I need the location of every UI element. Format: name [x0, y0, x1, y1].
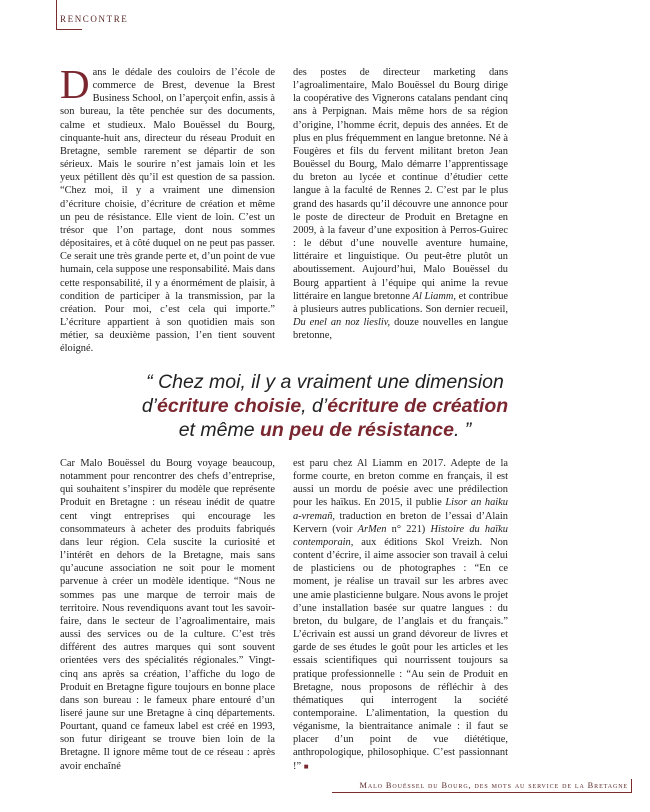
drop-cap: D [60, 61, 90, 107]
article-column-2 [293, 66, 508, 342]
column-4-italic-2: ArMen [357, 523, 387, 535]
pull-quote-text: et même [178, 419, 260, 441]
pull-quote [40, 370, 610, 442]
column-4-italic-1: Lisor an haiku a-vremañ, [293, 497, 508, 522]
column-2-text-c: douze nouvelles en langue bretonne, [293, 316, 508, 342]
column-2-text-a: des postes de directeur marketing dans l’agroalimentaire, Malo Bouëssel du Bourg dirige la coopérative des Vignerons catalans pendant cinq ans à Perpignan. Mais même hors de sa région d’origine, l’homme écrit, depuis des années. Et de plus en plus fréquemment en langue bretonne. Né à Fougères et fils du fervent militant breton Jean Bouëssel du Bourg, Malo démarre l’apprentissage du breton au lycée et continue d’étudier cette langue à la faculté de Rennes 2. C’est par le plus grand des hasards qu’il découvre une annonce pour le poste de directeur de Produit en Bretagne en 2009, à la faveur d’une exposition à Perros-Guirec : le début d’une nouvelle aventure humaine, littéraire et linguistique. Ou peut-être plutôt un aboutissement. Aujourd’hui, Malo Bouëssel du Bourg appartient à l’équipe qui anime la revue littéraire en langue bretonne [293, 67, 508, 302]
column-2-italic-2: Du enel an noz liesliv, [293, 316, 391, 328]
column-3-text: Car Malo Bouëssel du Bourg voyage beaucoup, notamment pour rencontrer des chefs d’entreprise, qui souhaitent s’inspirer du modèle que représente Produit en Bretagne : un réseau inédit de quatre cent vingt entreprises qui encourage les consommateurs à acheter des produits fabriqués dans leur région. Cela suscite la curiosité et l’intérêt en dehors de la Bretagne, mais sans qu’aucune association ne soit pour le moment parvenue à créer un modèle identique. “Nous ne sommes pas une marque de terroir mais de territoire. Nous revendiquons avant tout les savoir-faire, dans le secteur de l’agroalimentaire, mais aussi des services ou de la culture. C’est très différent des autres marques qui sont souvent orientées vers des spécialités régionales.” Vingt-cinq ans après sa création, l’affiche du logo de Produit en Bretagne figure toujours en bonne place dans son bureau : le fameux phare entouré d’un liseré jaune sur une Bretagne à cinq départements. Pourtant, quand ce fameux label est créé en 1993, son futur dirigeant se trouve bien loin de la Bretagne. Il ignore même tout de ce réseau : après avoir enchaîné [60, 458, 275, 772]
end-mark-icon: ■ [303, 761, 309, 771]
pull-quote-text: . ” [453, 419, 472, 441]
pull-quote-line-2 [40, 394, 610, 418]
column-1-text: ans le dédale des couloirs de l’école de commerce de Brest, devenue la Brest Business School, on l’aperçoit enfin, assis à son bureau, la tête penchée sur des documents, calme et studieux. Malo Bouëssel du Bourg, cinquante-huit ans, directeur du réseau Produit en Bretagne, semble rarement se départir de son sérieux. Mais le sourire n’est jamais loin et les yeux pétillent dès qu’il est question de sa passion. “Chez moi, il y a vraiment une dimension d’écriture choisie, d’écriture de création et même un peu de résistance. Elle vient de loin. C’est un trésor que l’on partage, dont nous sommes dépositaires, et à côté duquel on ne peut pas passer. Ce serait une très grande perte et, d’un point de vue humain, cela suppose une responsabilité. Mais dans cette responsabilité, il y a énormément de plaisir, à condition de participer à la transmission, par la création. Pour moi, c’est cela qui importe.” L’écriture appartient à son quotidien mais son métier, sa deuxième passion, l’en tient souvent éloigné. [60, 67, 275, 355]
section-rubric: RENCONTRE [60, 14, 129, 24]
column-4-text-b: traduction en breton de l’essai d’Alain Kervern (voir [293, 510, 508, 535]
pull-quote-highlight: un peu de résistance [259, 419, 454, 441]
footer-rule-vertical [631, 779, 632, 793]
pull-quote-text: , d’ [301, 395, 328, 417]
pull-quote-line-3 [40, 418, 610, 442]
column-4-text-a: est paru chez Al Liamm en 2017. Adepte de la forme courte, en breton comme en français, il est aussi un mordu de poésie avec une prédilection pour les haïkus. En 2015, il publie [293, 458, 508, 509]
column-2-italic-1: Al Liamm [412, 290, 454, 302]
column-4-italic-3: Histoire du haïku contemporain, [293, 523, 508, 548]
pull-quote-text: d’ [141, 395, 158, 417]
rubric-rule [56, 0, 57, 30]
column-2-text-b: , et contribue à plusieurs autres publications. Son dernier recueil, [293, 290, 509, 315]
pull-quote-highlight: écriture de création [327, 395, 509, 417]
pull-quote-highlight: écriture choisie [157, 395, 302, 417]
column-4-text-c: n° 221) [391, 523, 426, 535]
footer-rule [332, 792, 632, 793]
rubric-rule-underline [56, 29, 82, 30]
pull-quote-line-1: “ Chez moi, il y a vraiment une dimension [146, 371, 504, 393]
article-column-3 [60, 457, 275, 773]
running-footer: Malo Bouëssel du Bourg, des mots au service de la Bretagne [359, 781, 628, 790]
article-column-4 [293, 457, 508, 773]
column-4-text-d: aux éditions Skol Vreizh. Non content d’écrire, il aime associer son travail à celui de plasticiens ou de photographes : “En ce moment, je réalise un travail sur les arbres avec une amie plasticienne bulgare. Nous avons le projet d’une installation basée sur quatre langues : du breton, du bulgare, de l’anglais et du français.” L’écrivain est aussi un grand dévoreur de livres et garde de ses études le goût pour les articles et les essais scientifiques qui nourrissent toujours sa pratique professionnelle : “Au sein de Produit en Bretagne, nous proposons de réfléchir à des thématiques qui interrogent la société contemporaine. L’alimentation, la question du véganisme, la bientraitance animale : il faut se placer d’un point de vue diététique, anthropologique, philosophique. C’est passionnant !” [293, 536, 508, 772]
article-column-1 [60, 61, 275, 355]
